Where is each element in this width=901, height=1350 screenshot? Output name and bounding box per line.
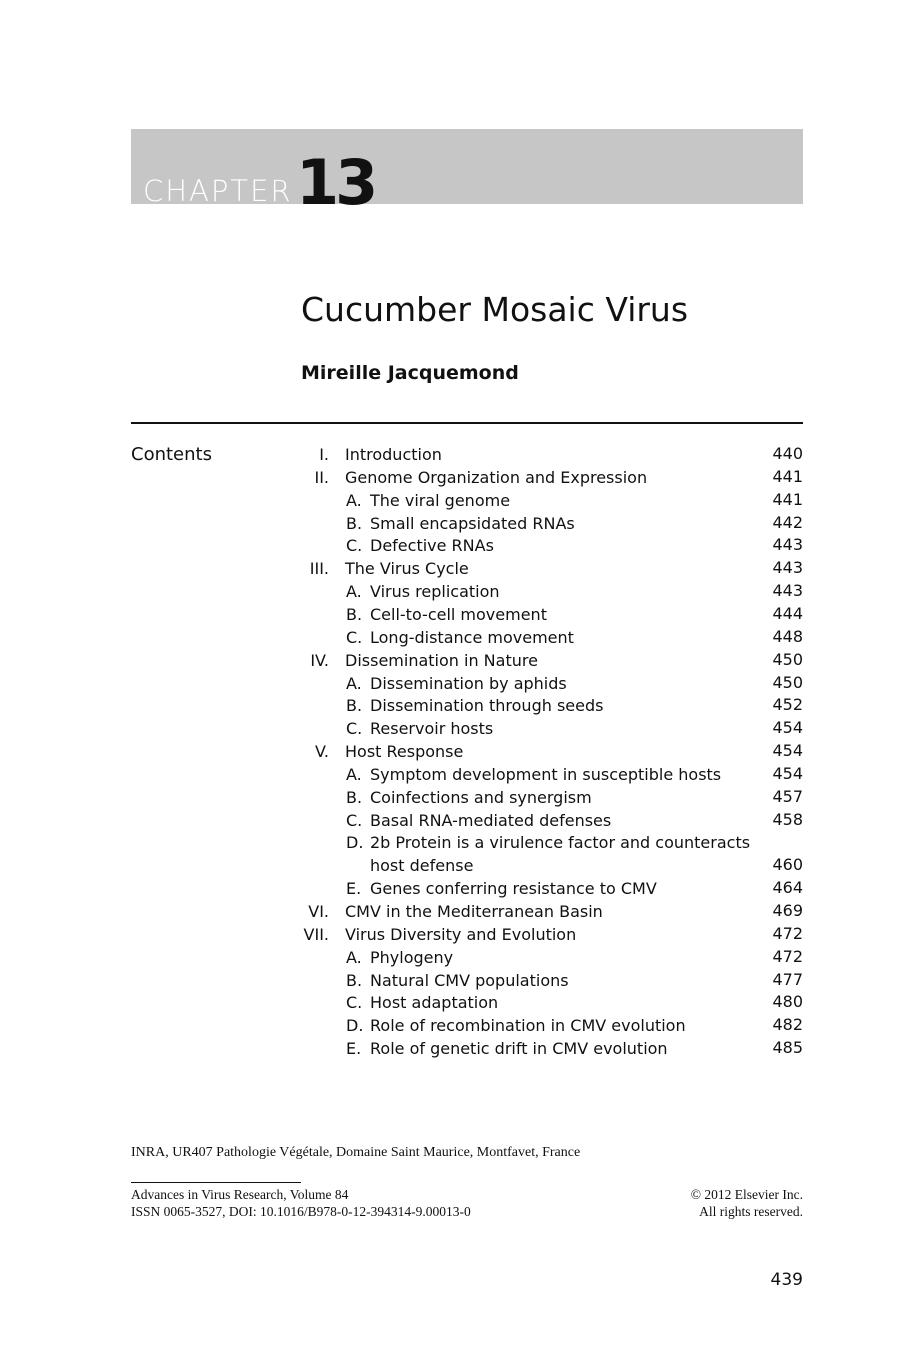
toc-subsection-letter: B. [346,604,363,624]
toc-entry-title: Host Response [345,742,464,762]
toc-entry [0,925,901,948]
toc-page-number: 443 [772,581,803,601]
toc-subsection-letter: E. [346,879,362,899]
toc-entry-title: Phylogeny [370,947,454,967]
toc-page-number: 450 [772,649,803,669]
toc-entry-title: Small encapsidated RNAs [370,513,575,533]
toc-page-number: 464 [772,878,803,898]
toc-entry-title: Introduction [345,445,442,464]
toc-page-number: 443 [772,558,803,578]
toc-page-number: 454 [772,741,803,761]
toc-entry-title: Host adaptation [370,993,499,1013]
toc-entry-title: Role of genetic drift in CMV evolution [370,1039,668,1059]
toc-page-number: 450 [772,672,803,692]
toc-subsection-letter: B. [346,970,363,990]
toc-entry-title: Long-distance movement [370,627,574,647]
toc-page-number: 441 [772,466,803,486]
toc-entry-title: Defective RNAs [370,536,494,556]
toc-subsection-letter: A. [346,582,362,602]
toc-page-number: 444 [772,603,803,623]
toc-entry [0,696,901,719]
toc-entry [0,742,901,765]
toc-entry [0,788,901,811]
toc-entry-title: Virus Diversity and Evolution [345,924,577,944]
toc-entry [0,559,901,582]
toc-section-number: III. [309,559,329,579]
toc-subsection-letter: A. [346,673,362,693]
toc-entry [0,491,901,514]
toc-page-number: 472 [772,946,803,966]
toc-entry [0,765,901,788]
toc-subsection-letter: D. [346,1016,364,1036]
toc-entry-title: Dissemination in Nature [345,650,538,670]
toc-entry-title: The Virus Cycle [345,559,469,579]
toc-entry-title: Dissemination by aphids [370,673,567,693]
toc-entry [0,536,901,559]
toc-entry [0,993,901,1016]
toc-entry [0,628,901,651]
toc-entry [0,833,901,856]
toc-entry [0,674,901,697]
toc-page-number: 485 [772,1038,803,1058]
toc-subsection-letter: B. [346,696,363,716]
toc-entry [0,856,901,879]
toc-entry-title: The viral genome [370,490,511,510]
toc-page-number: 469 [772,901,803,920]
copyright-line: © 2012 Elsevier Inc. [690,1187,803,1202]
contents-label: Contents [131,444,212,465]
toc-entry-title: Genes conferring resistance to CMV [370,879,657,899]
toc-entry [0,811,901,834]
toc-page-number: 472 [772,923,803,943]
toc-entry [0,719,901,742]
toc-page-number: 458 [772,809,803,829]
affiliation: INRA, UR407 Pathologie Végétale, Domaine Saint Maurice, Montfavet, France [131,1145,581,1160]
toc-section-number: VI. [308,902,329,921]
toc-subsection-letter: B. [346,787,363,807]
issn-line: ISSN 0065-3527, DOI: 10.1016/B978-0-12-394314-9.00013-0 [131,1204,471,1219]
toc-entry-title: Role of recombination in CMV evolution [370,1016,686,1036]
toc-entry-title: Genome Organization and Expression [345,467,648,487]
toc-entry-title: Symptom development in susceptible hosts [370,764,722,784]
toc-subsection-letter: C. [346,627,363,647]
toc-entry-title: Coinfections and synergism [370,787,592,807]
toc-section-number: II. [314,467,329,487]
toc-page-number: 477 [772,969,803,989]
toc-entry-title: CMV in the Mediterranean Basin [345,902,603,921]
toc-section-number: IV. [310,650,329,670]
toc-section-number: V. [315,742,329,762]
toc-entry [0,1039,901,1062]
rights-line: All rights reserved. [699,1204,803,1219]
toc-page-number: 448 [772,626,803,646]
toc-entry [0,582,901,605]
toc-subsection-letter: D. [346,833,364,853]
toc-entry-title: host defense [370,856,474,876]
author-name: Mireille Jacquemond [301,362,519,384]
copyright-info [691,1186,803,1220]
toc-page-number: 452 [772,695,803,715]
toc-entry-title: Cell-to-cell movement [370,604,547,624]
toc-entry-title: 2b Protein is a virulence factor and counteracts [370,833,751,853]
toc-page-number: 480 [772,992,803,1012]
toc-subsection-letter: E. [346,1039,362,1059]
toc-entry [0,948,901,971]
journal-line: Advances in Virus Research, Volume 84 [131,1187,349,1202]
toc-entry-title: Basal RNA-mediated defenses [370,810,612,830]
toc-page-number: 440 [772,444,803,463]
toc-page-number: 441 [772,489,803,509]
toc-entry [0,445,901,468]
toc-entry-title: Dissemination through seeds [370,696,604,716]
toc-entry [0,902,901,925]
toc-entry [0,971,901,994]
chapter-number: 13 [296,146,375,219]
toc-subsection-letter: A. [346,764,362,784]
toc-section-number: I. [319,445,329,464]
toc-entry [0,1016,901,1039]
toc-entry [0,514,901,537]
toc-page-number: 454 [772,763,803,783]
toc-page-number: 454 [772,718,803,738]
toc-subsection-letter: C. [346,993,363,1013]
divider-rule [131,422,803,424]
toc-page-number: 442 [772,512,803,532]
chapter-label: CHAPTER [143,174,293,208]
chapter-title: Cucumber Mosaic Virus [301,290,689,329]
toc-subsection-letter: A. [346,490,362,510]
footnote-rule [131,1182,301,1183]
toc-entry [0,879,901,902]
toc-page-number: 482 [772,1015,803,1035]
toc-subsection-letter: A. [346,947,362,967]
toc-entry [0,651,901,674]
toc-entry-title: Natural CMV populations [370,970,569,990]
toc-subsection-letter: C. [346,719,363,739]
toc-entry [0,468,901,491]
toc-subsection-letter: C. [346,810,363,830]
toc-subsection-letter: B. [346,513,363,533]
toc-entry-title: Reservoir hosts [370,719,494,739]
toc-page-number: 457 [772,786,803,806]
publication-info [131,1186,471,1220]
toc-entry-title: Virus replication [370,582,500,602]
toc-section-number: VII. [303,924,329,944]
toc-page-number: 460 [772,855,803,875]
toc-page-number: 443 [772,535,803,555]
toc-entry [0,605,901,628]
toc-subsection-letter: C. [346,536,363,556]
page-number: 439 [770,1270,803,1290]
